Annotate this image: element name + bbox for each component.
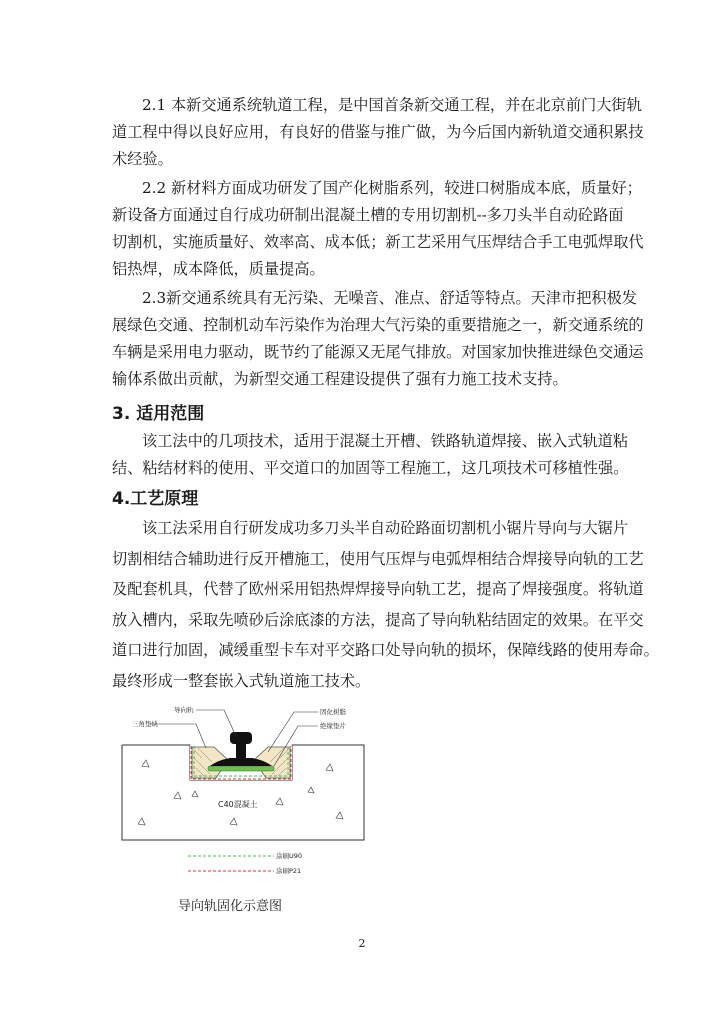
label-concrete: C40混凝土 [218,800,258,809]
guide-rail-diagram [118,700,388,885]
text-line: 切割相结合辅助进行反开槽施工，使用气压焊与电弧焊相结合焊接导向轨的工艺 [112,549,644,568]
text-line: 该工法中的几项技术，适用于混凝土开槽、铁路轨道焊接、嵌入式轨道粘 [142,432,628,450]
text-line: 该工法采用自行研发成功多刀头半自动砼路面切割机小锯片导向与大锯片 [142,519,628,537]
text-line: 及配套机具，代替了欧州采用铝热焊焊接导向轨工艺，提高了焊接强度。将轨道 [112,580,644,598]
paragraph-2-1 [112,92,644,173]
paragraph-2-2 [112,175,644,283]
text-line: 道工程中得以良好应用，有良好的借鉴与推广做，为今后国内新轨道交通积累技 [112,123,644,141]
label-triangle-strip: 三角垫块 [132,720,158,728]
guide-rail-head [230,732,252,744]
text-line: 2.2 新材料方面成功研发了国产化树脂系列，较进口树脂成本底，质量好； [142,179,642,197]
text-line: 铝热焊，成本降低，质量提高。 [112,260,325,278]
text-line: 展绿色交通、控制机动车污染作为治理大气污染的重要措施之一，新交通系统的 [112,316,644,334]
paragraph-4 [112,513,659,696]
guide-rail-web [236,742,246,758]
text-line: 最终形成一整套嵌入式轨道施工技术。 [112,671,371,690]
text-line: 结、粘结材料的使用、平交道口的加固等工程施工，这几项技术可移植性强。 [112,459,629,477]
section-heading-4: 4.工艺原理 [112,489,199,509]
paragraph-3 [112,428,629,482]
text-line: 道口进行加固，减缓重型卡车对平交路口处导向轨的损坏，保障线路的使用寿命。 [112,641,659,659]
page-number: 2 [358,937,366,950]
label-cured-resin: 固化树脂 [320,708,346,716]
insulation-pad [208,766,274,771]
text-line: 术经验。 [112,150,173,168]
label-insulation-pad: 绝缘垫片 [320,722,346,730]
text-line: 2.1 本新交通系统轨道工程，是中国首条新交通工程，并在北京前门大街轨 [142,96,642,114]
text-line: 输体系做出贡献，为新型交通工程建设提供了强有力施工技术支持。 [112,370,568,388]
figure-caption: 导向轨固化示意图 [178,899,283,914]
legend-p21-label: 涂刷P21 [276,867,302,875]
text-line: 车辆是采用电力驱动，既节约了能源又无尾气排放。对国家加快推进绿色交通运 [112,343,644,361]
legend-u90-label: 涂刷U90 [276,852,303,860]
section-heading-3: 3. 适用范围 [112,404,205,424]
text-line: 放入槽内，采取先喷砂后涂底漆的方法，提高了导向轨粘结固定的效果。在平交 [112,610,644,629]
text-line: 新设备方面通过自行成功研制出混凝土槽的专用切割机--多刀头半自动砼路面 [112,206,624,224]
text-line: 切割机，实施质量好、效率高、成本低；新工艺采用气压焊结合手工电弧焊取代 [112,233,644,251]
paragraph-2-3 [112,285,644,393]
label-guide-rail: 导向轨 [174,706,194,714]
text-line: 2.3新交通系统具有无污染、无噪音、准点、舒适等特点。天津市把积极发 [142,289,637,307]
